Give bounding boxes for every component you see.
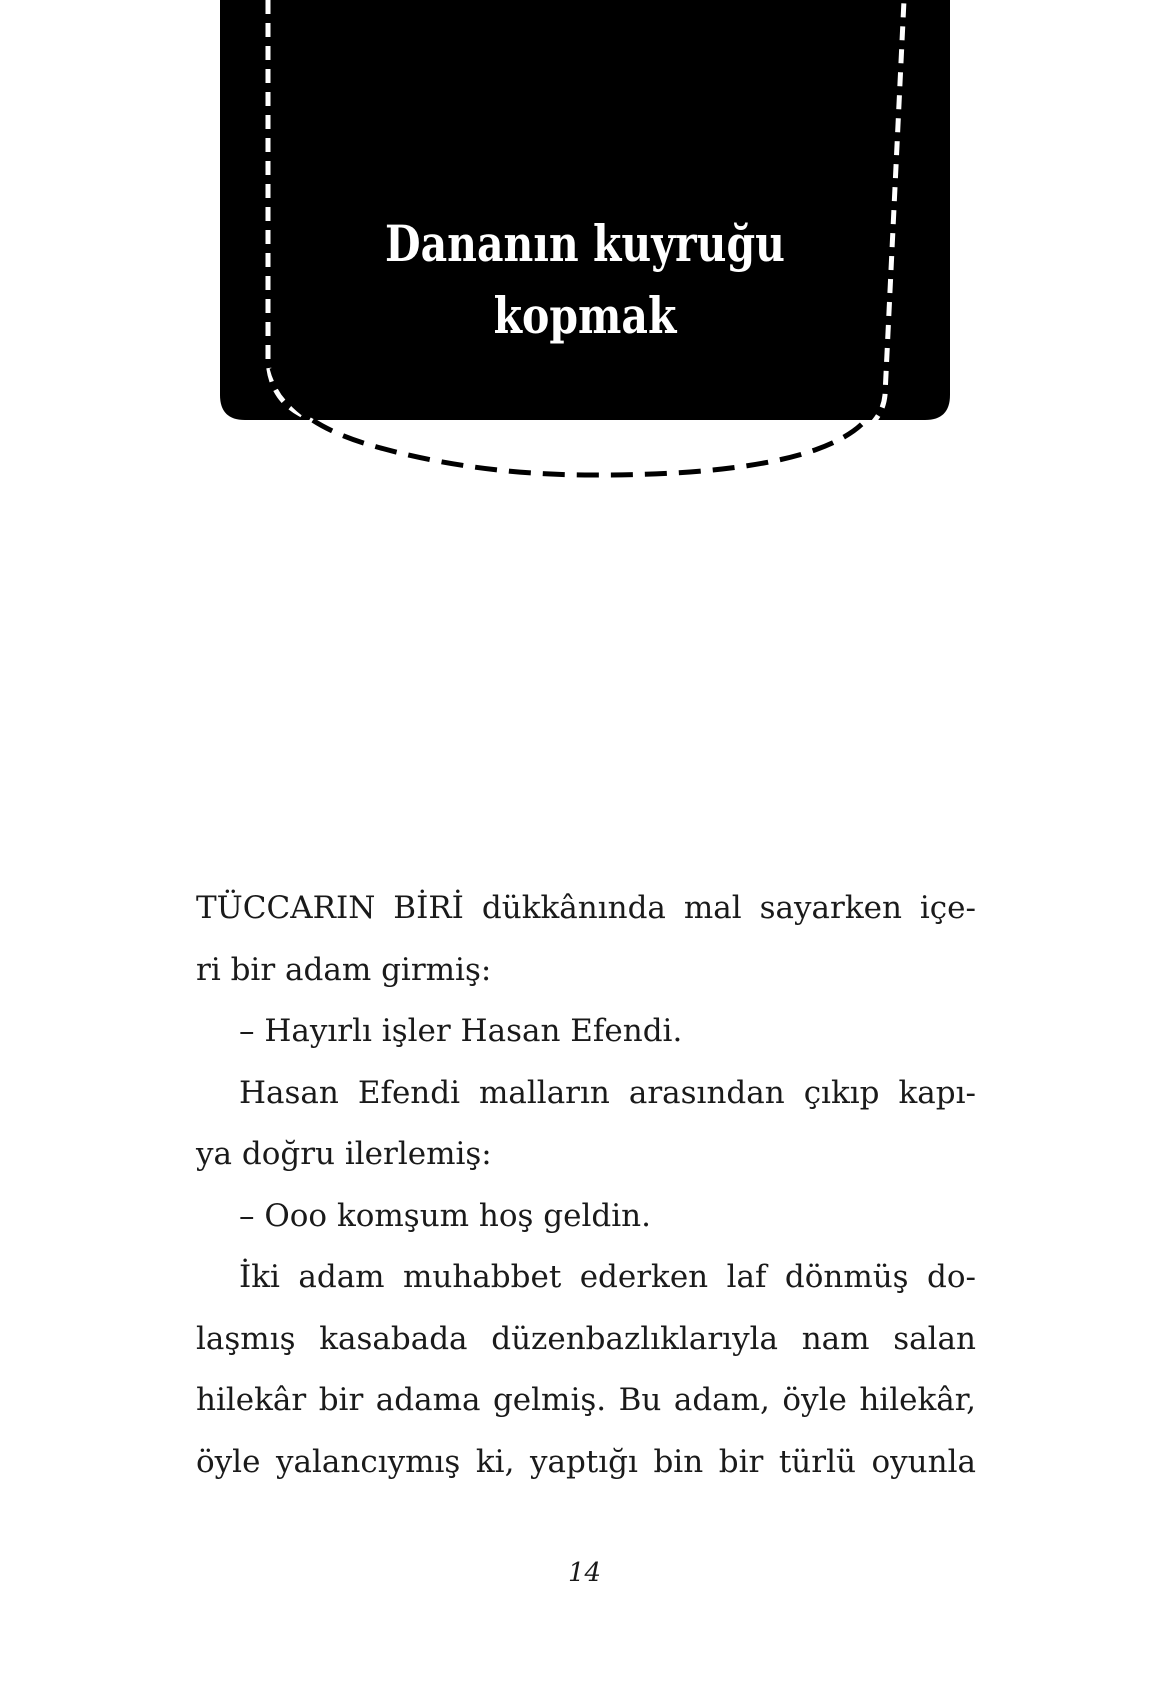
chapter-banner	[0, 0, 1169, 500]
body-line-6: – Ooo komşum hoş geldin.	[239, 1197, 651, 1234]
chapter-title	[376, 208, 794, 352]
body-line-1: TÜCCARIN BİRİ dükkânında mal sayarken içe-	[196, 890, 976, 926]
body-line-4: Hasan Efendi malların arasından çıkıp kapı-	[239, 1074, 976, 1111]
body-line-10: öyle yalancıymış ki, yaptığı bin bir türlü oyunla	[196, 1443, 976, 1480]
body-line-2: ri bir adam girmiş:	[196, 951, 492, 988]
body-line-3: – Hayırlı işler Hasan Efendi.	[239, 1013, 683, 1049]
body-line-7: İki adam muhabbet ederken laf dönmüş do-	[239, 1259, 976, 1295]
chapter-title-line-2: kopmak	[493, 286, 677, 345]
chapter-title-line-1: Dananın kuyruğu	[385, 214, 785, 273]
body-line-8: laşmış kasabada düzenbazlıklarıyla nam salan	[196, 1320, 976, 1357]
body-line-9: hilekâr bir adama gelmiş. Bu adam, öyle hilekâr,	[196, 1382, 976, 1418]
body-text	[196, 878, 976, 1493]
body-line-5: ya doğru ilerlemiş:	[196, 1136, 492, 1172]
page-number: 14	[567, 1558, 602, 1588]
